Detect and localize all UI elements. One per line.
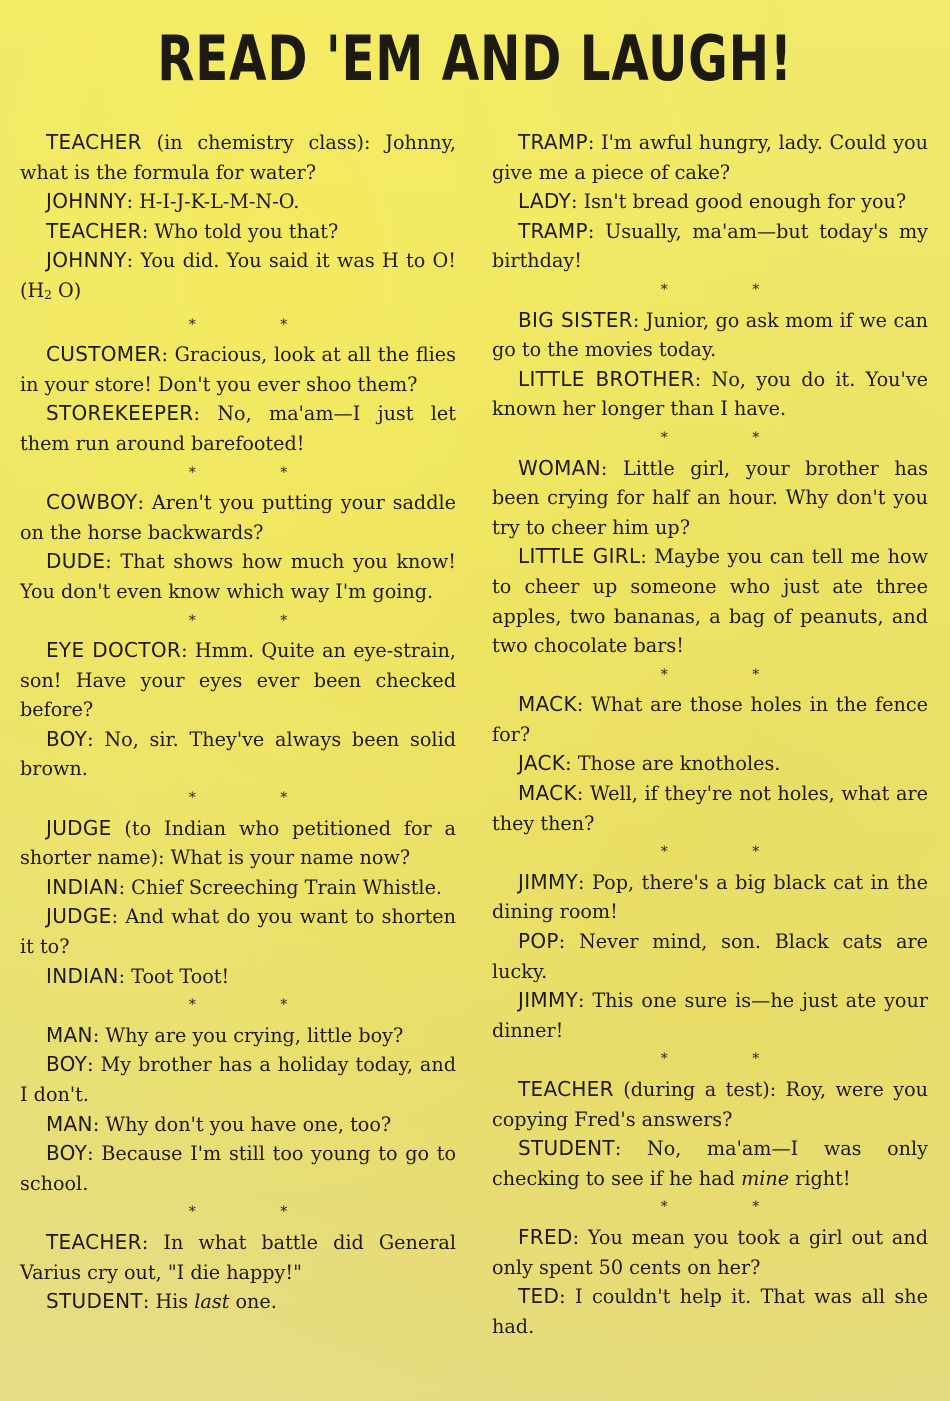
dialogue-line [20, 962, 456, 992]
dialogue-line [20, 246, 456, 310]
speaker-name: TRAMP [518, 218, 588, 243]
dialogue-text: : No, sir. They've always been solid brown. [20, 727, 456, 781]
dialogue-line [492, 128, 928, 187]
speaker-name: JIMMY [518, 869, 579, 894]
speaker-name: MACK [518, 781, 577, 806]
speaker-name: DUDE [46, 549, 106, 574]
speaker-name: STUDENT [46, 1289, 143, 1314]
dialogue-text: : Pop, there's a big black cat in the dining room! [492, 870, 928, 924]
speaker-name: JUDGE [46, 815, 112, 840]
speaker-name: TED [518, 1284, 560, 1309]
dialogue-line [492, 690, 928, 749]
speaker-name: INDIAN [46, 874, 119, 899]
dialogue-line [20, 547, 456, 606]
dialogue-text: : You mean you took a girl out and only spent 50 cents on her? [492, 1225, 928, 1279]
speaker-name: INDIAN [46, 963, 119, 988]
joke-separator: * * [188, 997, 328, 1014]
joke-separator: * * [660, 1199, 800, 1216]
dialogue-line [20, 1228, 456, 1287]
joke-separator: * * [660, 666, 800, 683]
dialogue-text-tail: one. [229, 1290, 277, 1314]
dialogue-line [492, 749, 928, 779]
speaker-name: TEACHER [46, 130, 142, 154]
dialogue-line [492, 1134, 928, 1193]
speaker-name: EYE DOCTOR [46, 638, 182, 663]
dialogue-text: : Aren't you putting your saddle on the horse backwards? [20, 491, 456, 544]
speaker-name: JUDGE [46, 904, 112, 929]
speaker-name: WOMAN [518, 455, 601, 480]
dialogue-text: : Chief Screeching Train Whistle. [118, 875, 443, 899]
dialogue-text: : Isn't bread good enough for you? [571, 190, 907, 214]
joke-separator: * * [188, 612, 328, 629]
speaker-name: MAN [46, 1111, 93, 1136]
speaker-name: TEACHER [518, 1077, 614, 1101]
dialogue-text: : This one sure is—he just ate your dinner! [492, 989, 928, 1042]
dialogue-line [20, 340, 456, 399]
dialogue-line [492, 542, 928, 660]
dialogue-text: : No, ma'am—I just let them run around barefooted! [20, 402, 456, 455]
dialogue-text: : H-I-J-K-L-M-N-O. [126, 190, 300, 214]
dialogue-text: : And what do you want to shorten it to? [20, 905, 456, 959]
dialogue-text: : Well, if they're not holes, what are they then? [492, 782, 928, 835]
dialogue-line [20, 399, 456, 458]
dialogue-line [492, 1282, 928, 1341]
dialogue-text-tail: O) [51, 278, 82, 302]
dialogue-line [20, 814, 456, 873]
dialogue-line [20, 902, 456, 961]
dialogue-text: (during a test): Roy, were you copying Fred's answers? [492, 1078, 928, 1131]
joke-separator: * * [188, 1204, 328, 1221]
dialogue-line [20, 1287, 456, 1317]
joke-separator: * * [660, 429, 800, 446]
dialogue-text: (in chemistry class): Johnny, what is the formula for water? [20, 131, 456, 184]
speaker-name: LITTLE GIRL [518, 544, 641, 569]
speaker-name: JIMMY [518, 988, 579, 1013]
speaker-name: TEACHER [46, 1229, 142, 1254]
speaker-name: FRED [518, 1224, 573, 1249]
dialogue-text: : My brother has a holiday today, and I don't. [20, 1053, 456, 1106]
emphasis-text: last [194, 1290, 230, 1314]
dialogue-text: : No, ma'am—I was only checking to see if he had [492, 1137, 928, 1190]
dialogue-text: : I couldn't help it. That was all she had. [492, 1285, 928, 1338]
dialogue-line [492, 306, 928, 365]
dialogue-line [492, 779, 928, 838]
dialogue-text: : What are those holes in the fence for? [492, 693, 928, 746]
dialogue-line [492, 217, 928, 276]
dialogue-text: : Maybe you can tell me how to cheer up someone who just ate three apples, two bananas, a bag of peanuts, and two chocolate bars! [492, 545, 928, 658]
dialogue-text: : In what battle did General Varius cry out, "I die happy!" [20, 1230, 456, 1284]
speaker-name: MACK [518, 692, 577, 717]
speaker-name: BOY [46, 726, 88, 751]
dialogue-text: : I'm awful hungry, lady. Could you give me a piece of cake? [492, 131, 928, 184]
speaker-name: JOHNNY [46, 189, 127, 214]
dialogue-text: : Who told you that? [141, 219, 339, 243]
speaker-name: STUDENT [518, 1136, 615, 1161]
dialogue-text-tail: right! [789, 1166, 851, 1190]
dialogue-text: (to Indian who petitioned for a shorter name): What is your name now? [20, 816, 456, 870]
dialogue-text: : Because I'm still too young to go to school. [20, 1142, 456, 1195]
page-title: READ 'EM AND LAUGH! [157, 22, 793, 95]
dialogue-text: : Gracious, look at all the flies in your store! Don't you ever shoo them? [20, 343, 456, 396]
speaker-name: STOREKEEPER [46, 401, 194, 426]
left-column [20, 128, 456, 1317]
dialogue-text: : Those are knotholes. [565, 752, 781, 776]
speaker-name: CUSTOMER [46, 342, 162, 367]
dialogue-text: : Why don't you have one, too? [92, 1112, 392, 1136]
right-column [492, 128, 928, 1341]
joke-separator: * * [660, 844, 800, 861]
dialogue-text: : That shows how much you know! You don't even know which way I'm going. [20, 550, 456, 603]
joke-separator: * * [188, 464, 328, 481]
joke-separator: * * [188, 316, 328, 333]
dialogue-line [20, 1110, 456, 1140]
dialogue-line [20, 1021, 456, 1051]
dialogue-text: : No, you do it. You've known her longer than I have. [492, 367, 929, 421]
dialogue-line [492, 986, 928, 1045]
speaker-name: LITTLE BROTHER [518, 366, 695, 391]
dialogue-line [492, 454, 928, 543]
joke-separator: * * [660, 281, 800, 298]
dialogue-text: : Toot Toot! [118, 964, 230, 988]
dialogue-text: : Hmm. Quite an eye-strain, son! Have your eyes ever been checked before? [20, 639, 457, 722]
dialogue-line [492, 365, 928, 424]
dialogue-line [20, 873, 456, 903]
dialogue-text: : Little girl, your brother has been crying for half an hour. Why don't you try to cheer him up? [492, 456, 928, 539]
subscript: 2 [44, 287, 52, 302]
speaker-name: BOY [46, 1141, 88, 1166]
dialogue-line [492, 927, 928, 986]
dialogue-line [492, 868, 928, 927]
speaker-name: JOHNNY [46, 248, 127, 273]
dialogue-text: : His [142, 1290, 195, 1314]
dialogue-text: : Why are you crying, little boy? [92, 1023, 404, 1047]
dialogue-line [20, 128, 456, 187]
speaker-name: BIG SISTER [518, 307, 633, 332]
dialogue-line [492, 1075, 928, 1134]
dialogue-line [492, 1223, 928, 1282]
joke-separator: * * [188, 790, 328, 807]
speaker-name: LADY [518, 189, 572, 214]
speaker-name: TEACHER [46, 218, 142, 243]
dialogue-line [20, 187, 456, 217]
speaker-name: JACK [518, 751, 566, 776]
dialogue-text: : You did. You said it was H to O! (H [20, 249, 456, 302]
speaker-name: POP [518, 929, 559, 954]
dialogue-text: : Usually, ma'am—but today's my birthday! [492, 219, 928, 273]
dialogue-text: : Junior, go ask mom if we can go to the movies today. [492, 308, 929, 362]
dialogue-text: : Never mind, son. Black cats are lucky. [492, 930, 928, 983]
dialogue-line [20, 217, 456, 247]
emphasis-text: mine [741, 1166, 790, 1190]
speaker-name: TRAMP [518, 130, 588, 154]
dialogue-line [20, 636, 456, 725]
dialogue-line [492, 187, 928, 217]
dialogue-line [20, 1139, 456, 1198]
joke-separator: * * [660, 1051, 800, 1068]
dialogue-line [20, 1050, 456, 1109]
dialogue-line [20, 488, 456, 547]
speaker-name: COWBOY [46, 490, 138, 515]
speaker-name: BOY [46, 1052, 88, 1077]
dialogue-line [20, 725, 456, 784]
speaker-name: MAN [46, 1022, 93, 1047]
